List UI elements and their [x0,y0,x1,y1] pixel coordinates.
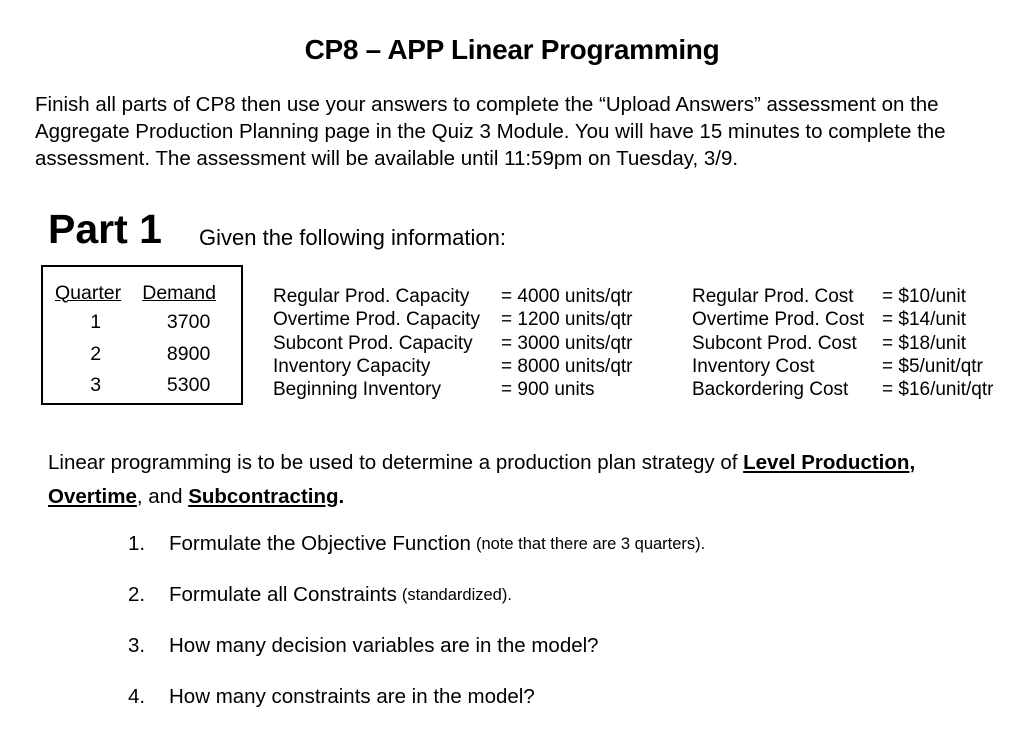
question-item [128,532,705,583]
question-number: 3. [128,634,146,657]
question-note: (note that there are 3 quarters). [475,535,706,553]
capacity-label: Inventory Capacity [273,355,431,377]
cost-list [692,285,993,401]
question-text: How many constraints are in the model? [169,685,535,708]
table-header-quarter: Quarter [55,281,122,304]
cost-label: Backordering Cost [692,379,849,401]
period: . [338,485,345,508]
capacity-label: Subcont Prod. Capacity [273,332,473,354]
cost-value: = $10/unit [882,286,966,307]
capacity-label: Beginning Inventory [273,379,441,401]
term-overtime: Overtime [48,485,137,508]
capacity-row [273,332,633,355]
cost-label: Overtime Prod. Cost [692,309,865,331]
page-title: CP8 – APP Linear Programming [304,34,720,65]
demand-cell: 8900 [166,342,211,365]
question-text: Formulate the Objective Function [169,532,471,555]
comma: , [909,451,916,474]
question-note: (standardized). [401,586,512,604]
question-number: 1. [128,532,146,555]
question-item [128,685,705,736]
demand-cell: 5300 [166,374,211,397]
capacity-value: = 8000 units/qtr [501,355,633,377]
capacity-row [273,355,633,378]
capacity-value: = 1200 units/qtr [501,309,633,331]
capacity-value: = 900 units [501,379,595,401]
term-subcontracting: Subcontracting [188,485,339,508]
question-number: 4. [128,685,146,708]
cost-row [692,332,993,355]
capacity-list [273,285,633,401]
cost-value: = $14/unit [882,309,966,331]
cost-label: Inventory Cost [692,355,815,377]
part-heading: Part 1 [48,206,162,252]
table-header-demand: Demand [142,281,216,304]
cost-value: = $18/unit [882,332,966,354]
capacity-row [273,285,633,308]
cost-row [692,355,993,378]
question-number: 2. [128,583,146,606]
quarter-cell: 1 [90,311,102,334]
table-row [55,370,241,402]
cost-row [692,285,993,308]
question-text: How many decision variables are in the model? [169,634,599,657]
demand-cell: 3700 [166,311,211,334]
given-label: Given the following information: [199,225,506,250]
strategy-paragraph [48,446,1008,514]
capacity-row [273,308,633,331]
question-list [128,532,705,736]
capacity-value: = 4000 units/qtr [501,286,633,307]
question-item [128,634,705,685]
demand-table [41,265,243,405]
and-text: , and [136,485,189,508]
capacity-value: = 3000 units/qtr [501,332,633,354]
intro-paragraph: Finish all parts of CP8 then use your answers to complete the “Upload Answers” assessment on the Aggregate Production Planning page in the Quiz 3 Module. You will have 15 minutes to complete the assessment. The assessment will be available until 11:59pm on Tuesday, 3/9. [35,93,946,170]
table-row [55,307,241,339]
cost-row [692,378,993,401]
question-text: Formulate all Constraints [169,583,397,606]
quarter-cell: 3 [90,374,102,397]
term-level-production: Level Production [743,451,910,474]
cost-value: = $16/unit/qtr [882,379,994,401]
capacity-label: Overtime Prod. Capacity [273,309,480,331]
table-row [55,339,241,371]
cost-label: Regular Prod. Cost [692,286,854,307]
cost-label: Subcont Prod. Cost [692,332,857,354]
capacity-label: Regular Prod. Capacity [273,286,470,307]
quarter-cell: 2 [90,342,102,365]
cost-value: = $5/unit/qtr [882,355,983,377]
strategy-lead: Linear programming is to be used to determine a production plan strategy of [48,451,744,474]
capacity-row [273,378,633,401]
question-item [128,583,705,634]
cost-row [692,308,993,331]
